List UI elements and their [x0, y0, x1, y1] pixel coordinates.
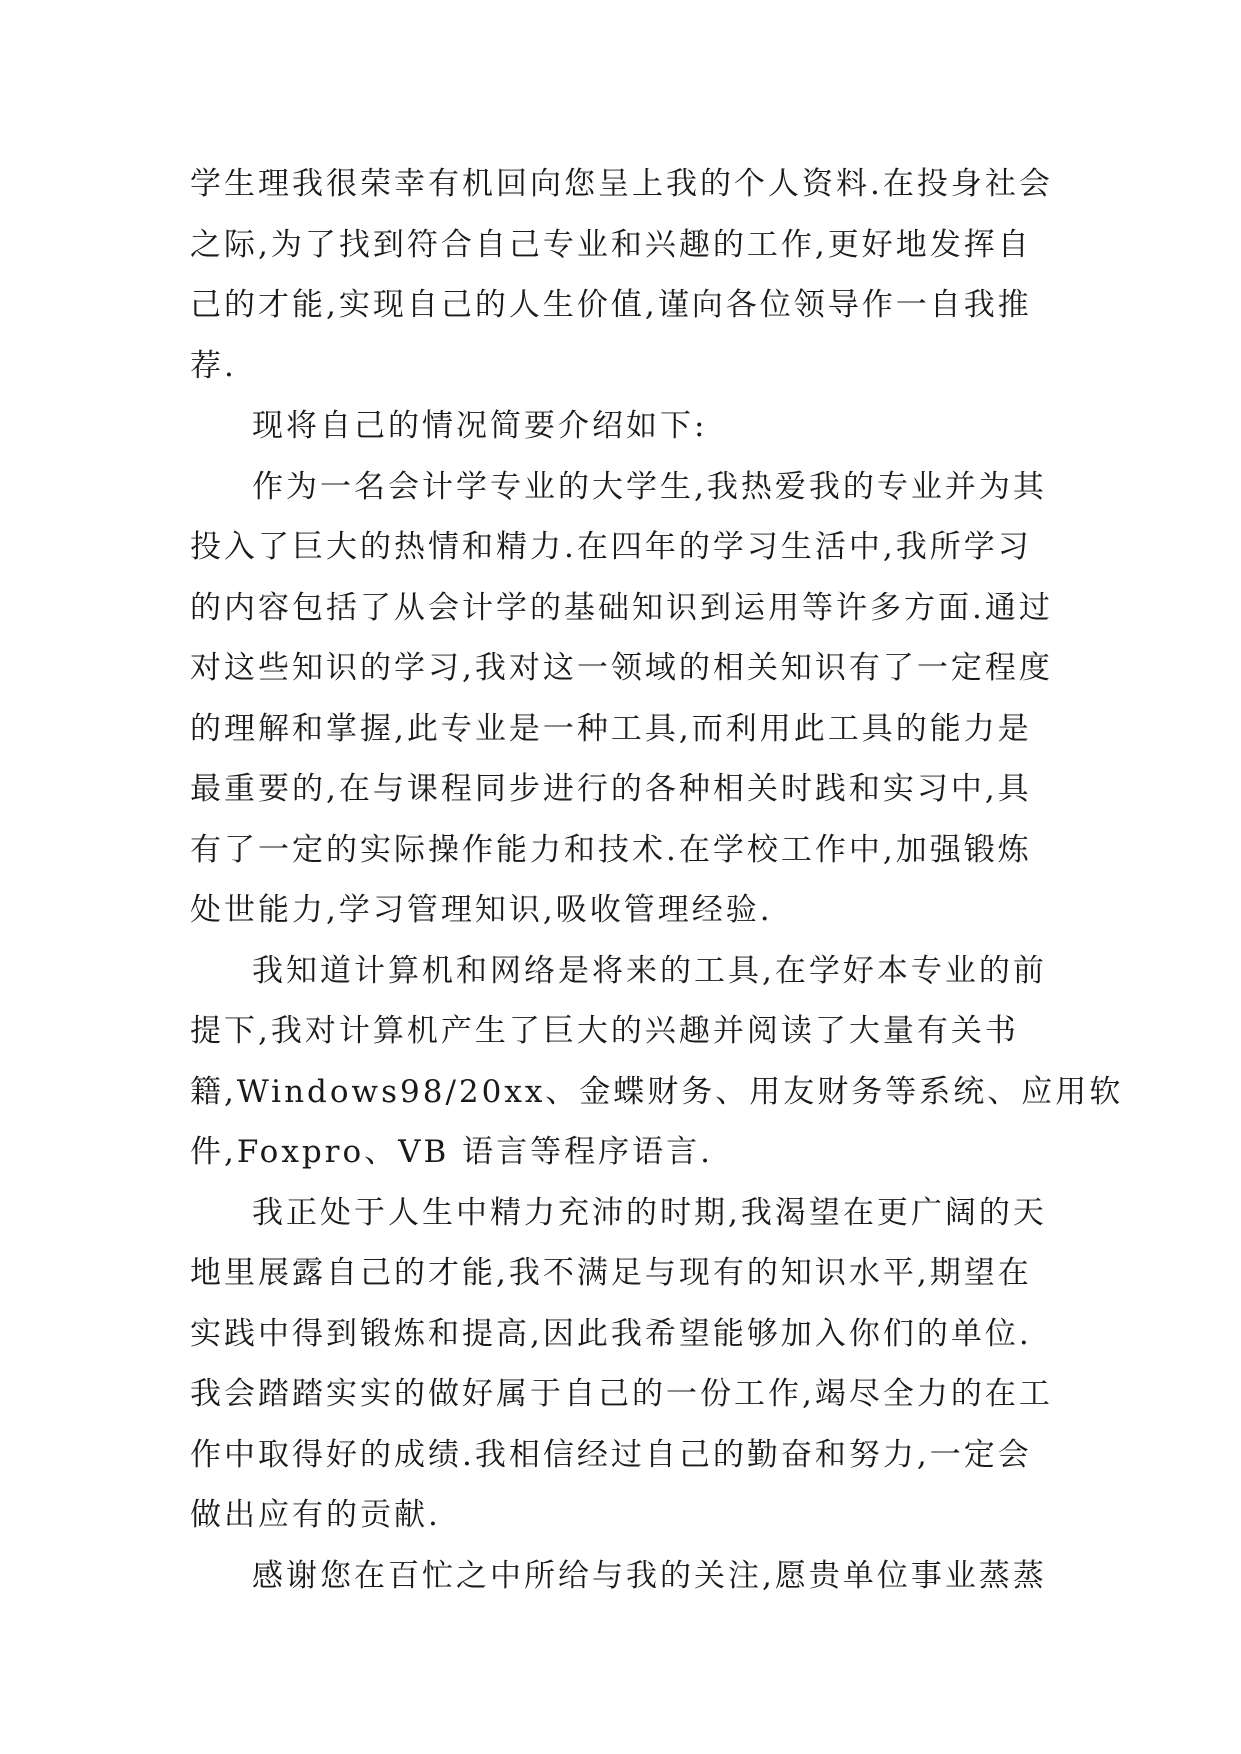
text-line: 的理解和掌握,此专业是一种工具,而利用此工具的能力是 — [190, 710, 1032, 747]
text-line: 提下,我对计算机产生了巨大的兴趣并阅读了大量有关书 — [190, 1013, 1019, 1049]
text-line: 作为一名会计学专业的大学生,我热爱我的专业并为其 — [252, 468, 1047, 505]
text-line: 处世能力,学习管理知识,吸收管理经验. — [190, 892, 773, 928]
text-line: 之际,为了找到符合自己专业和兴趣的工作,更好地发挥自 — [190, 226, 1032, 263]
text-line: 己的才能,实现自己的人生价值,谨向各位领导作一自我推 — [190, 287, 1032, 323]
text-line: 荐. — [190, 347, 237, 384]
text-line: 有了一定的实际操作能力和技术.在学校工作中,加强锻炼 — [190, 831, 1032, 868]
text-line: 我知道计算机和网络是将来的工具,在学好本专业的前 — [252, 952, 1047, 989]
text-line: 实践中得到锻炼和提高,因此我希望能够加入你们的单位. — [190, 1315, 1032, 1352]
text-line: 的内容包括了从会计学的基础知识到运用等许多方面.通过 — [190, 589, 1053, 626]
text-line: 对这些知识的学习,我对这一领域的相关知识有了一定程度 — [190, 650, 1053, 686]
text-line: 感谢您在百忙之中所给与我的关注,愿贵单位事业蒸蒸 — [252, 1557, 1047, 1594]
text-line: 地里展露自己的才能,我不满足与现有的知识水平,期望在 — [190, 1255, 1032, 1291]
text-line: 作中取得好的成绩.我相信经过自己的勤奋和努力,一定会 — [190, 1436, 1032, 1473]
text-line: 投入了巨大的热情和精力.在四年的学习生活中,我所学习 — [190, 529, 1032, 565]
text-line: 学生理我很荣幸有机回向您呈上我的个人资料.在投身社会 — [190, 166, 1053, 202]
text-line: 最重要的,在与课程同步进行的各种相关时践和实习中,具 — [190, 771, 1032, 807]
letter-body — [190, 154, 1124, 1606]
text-line: 现将自己的情况简要介绍如下: — [252, 408, 708, 444]
text-line: 我会踏踏实实的做好属于自己的一份工作,竭尽全力的在工 — [190, 1376, 1053, 1412]
text-line: 籍,Windows98/20xx、金蝶财务、用友财务等系统、应用软 — [190, 1073, 1124, 1110]
text-line: 做出应有的贡献. — [190, 1497, 441, 1533]
text-line: 件,Foxpro、VB 语言等程序语言. — [190, 1134, 714, 1170]
text-line: 我正处于人生中精力充沛的时期,我渴望在更广阔的天 — [252, 1194, 1047, 1231]
